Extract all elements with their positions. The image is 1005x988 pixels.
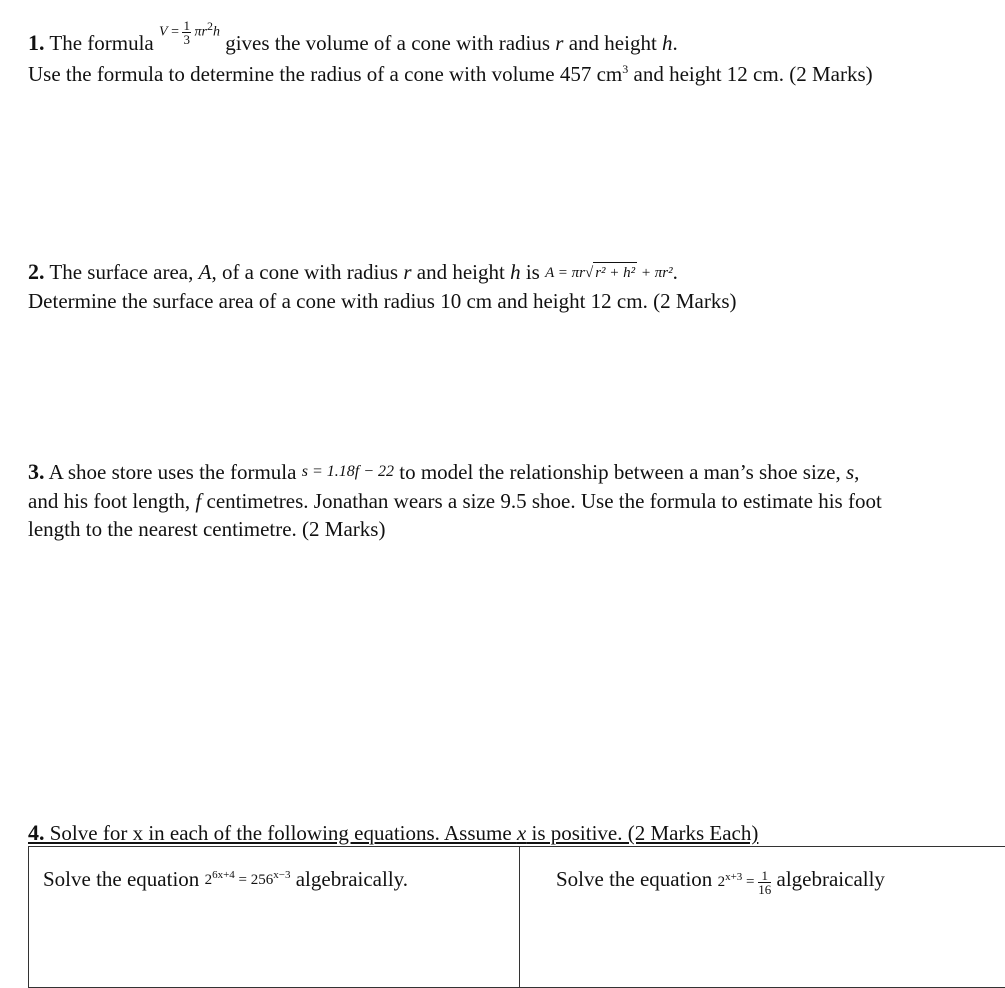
question-2-text-d: is — [521, 260, 546, 284]
question-4-table — [28, 846, 1005, 988]
left-cell-text-a: Solve the equation — [43, 867, 205, 891]
right-exponent: x+3 — [725, 871, 742, 883]
formula-h: h — [213, 25, 220, 40]
var-a: A — [199, 260, 212, 284]
formula-pi-r: πr — [194, 25, 206, 40]
question-1-text-d: . — [673, 31, 678, 55]
fraction-numerator: 1 — [758, 869, 771, 883]
fraction-denominator: 3 — [182, 33, 191, 46]
fraction-one-sixteenth — [758, 869, 771, 896]
right-cell-text-a: Solve the equation — [556, 867, 718, 891]
question-3 — [28, 457, 882, 543]
volume-formula — [159, 19, 220, 46]
right-eq: = — [742, 874, 758, 890]
question-4-text-b: is positive. (2 Marks Each) — [526, 821, 758, 845]
fraction-one-third — [182, 19, 191, 46]
question-4-text-a: Solve for x in each of the following equations. Assume — [45, 821, 517, 845]
fraction-numerator: 1 — [182, 19, 191, 33]
question-3-line-2-a: and his foot length, — [28, 489, 195, 513]
shoe-formula — [302, 461, 394, 483]
question-1-number: 1. — [28, 30, 45, 55]
question-2-number: 2. — [28, 259, 45, 284]
var-x: x — [517, 821, 526, 845]
sqrt-expression — [593, 262, 637, 283]
question-2 — [28, 257, 736, 315]
question-1-text-b: gives the volume of a cone with radius — [220, 31, 555, 55]
question-2-text-c: and height — [412, 260, 511, 284]
surface-area-formula: A = πr√ r² + h² + πr² — [545, 262, 673, 283]
left-equation — [205, 872, 291, 889]
formula-b: + πr² — [637, 265, 672, 281]
right-cell-text-b: algebraically — [771, 867, 885, 891]
var-s: s — [846, 460, 854, 484]
sqrt-content: r² + h² — [595, 265, 635, 281]
var-r: r — [555, 31, 563, 55]
question-3-line-2-b: centimetres. Jonathan wears a size 9.5 shoe. Use the formula to estimate his foot — [201, 489, 882, 513]
left-exponent-1: 6x+4 — [212, 869, 235, 881]
question-2-text-b: , of a cone with radius — [211, 260, 403, 284]
question-2-text-e: . — [673, 260, 678, 284]
shoe-formula-text: s = 1.18f − 22 — [302, 463, 394, 480]
question-1-text: The formula — [45, 31, 160, 55]
var-r: r — [403, 260, 411, 284]
var-h: h — [510, 260, 521, 284]
question-3-line-3: length to the nearest centimetre. (2 Marks) — [28, 515, 882, 543]
question-3-number: 3. — [28, 459, 45, 484]
fraction-denominator: 16 — [758, 883, 771, 896]
question-4-number: 4. — [28, 820, 45, 845]
question-3-line-1 — [28, 457, 882, 487]
question-1-text-c: and height — [563, 31, 662, 55]
question-1-line-1 — [28, 28, 873, 60]
question-1-line-2-b: and height 12 cm. (2 Marks) — [628, 62, 872, 86]
question-3-text-a: A shoe store uses the formula — [45, 460, 302, 484]
question-3-text-c: , — [854, 460, 859, 484]
question-3-text-b: to model the relationship between a man’s shoe size, — [394, 460, 846, 484]
question-2-text-a: The surface area, — [45, 260, 199, 284]
right-equation — [718, 869, 772, 896]
left-base: 2 — [205, 872, 213, 888]
formula-v: V — [159, 25, 168, 40]
right-base: 2 — [718, 874, 726, 890]
question-4 — [28, 818, 758, 848]
question-1-line-2 — [28, 60, 873, 88]
left-cell-text-b: algebraically. — [290, 867, 408, 891]
formula-eq: = — [168, 25, 183, 40]
question-2-line-1 — [28, 257, 736, 287]
cm-cubed: 3 — [622, 62, 628, 76]
question-3-line-2 — [28, 487, 882, 515]
question-4-right-cell — [520, 847, 1005, 988]
var-f: f — [195, 489, 201, 513]
left-exponent-2: x−3 — [273, 869, 290, 881]
formula-a: A = πr — [545, 265, 585, 281]
question-1 — [28, 28, 873, 89]
left-rhs: = 256 — [235, 872, 273, 888]
formula-exponent: 2 — [207, 19, 213, 33]
var-h: h — [662, 31, 673, 55]
question-2-line-2: Determine the surface area of a cone with radius 10 cm and height 12 cm. (2 Marks) — [28, 287, 736, 315]
question-4-row — [29, 847, 1005, 988]
question-4-left-cell — [29, 847, 520, 988]
question-1-line-2-a: Use the formula to determine the radius of a cone with volume 457 cm — [28, 62, 622, 86]
